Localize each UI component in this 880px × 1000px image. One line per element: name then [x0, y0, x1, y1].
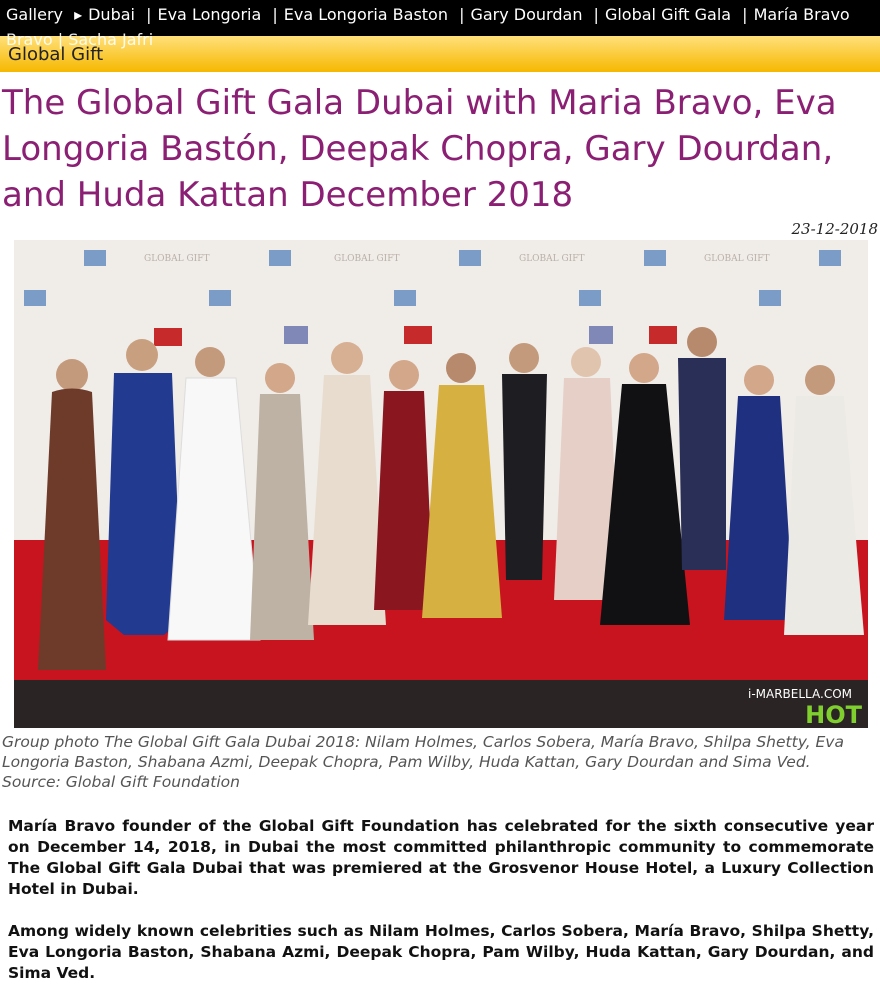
article-paragraph-1: María Bravo founder of the Global Gift Foundation has celebrated for the sixth consecutive year on December 14, 2018, in Dubai the most committed philanthropic community to commemorate The Global Gift Gala Dubai that was premiered at the Grosvenor House Hotel, a Luxury Collection Hotel in Dubai.	[8, 817, 874, 898]
tag-link-eva-longoria[interactable]: Eva Longoria	[157, 5, 262, 24]
article-title: The Global Gift Gala Dubai with Maria Bravo, Eva Longoria Bastón, Deepak Chopra, Gary Dourdan, and Huda Kattan December 2018	[2, 83, 837, 215]
tag-separator: |	[57, 30, 64, 49]
tag-separator: |	[146, 5, 152, 24]
tag-link-dubai[interactable]: Dubai	[88, 5, 135, 24]
watermark-hot: HOT	[805, 701, 862, 728]
tag-link-maria-bravo[interactable]: María Bravo	[753, 5, 850, 24]
tag-link-global-gift-gala[interactable]: Global Gift Gala	[604, 5, 732, 24]
photo-illustration	[14, 240, 868, 728]
category-label[interactable]: Global Gift	[8, 44, 104, 65]
tag-separator: |	[272, 5, 278, 24]
tag-separator: |	[742, 5, 748, 24]
backdrop-text: GLOBAL GIFT	[519, 254, 585, 264]
tag-link-eva-longoria-baston[interactable]: Eva Longoria Baston	[283, 5, 448, 24]
tag-nav-line	[0, 6, 850, 23]
tag-link-gary-dourdan[interactable]: Gary Dourdan	[470, 5, 583, 24]
article-paragraph-2: Among widely known celebrities such as Nilam Holmes, Carlos Sobera, María Bravo, Shilpa Shetty, Eva Longoria Baston, Shabana Azmi, Deepak Chopra, Pam Wilby, Huda Kattan, Gary Dourdan, and Sima Ved.	[8, 922, 874, 982]
watermark-text: i-MARBELLA.COM	[747, 687, 852, 701]
article-date: 23-12-2018	[791, 220, 878, 238]
backdrop-text: GLOBAL GIFT	[704, 254, 770, 264]
tag-separator: |	[593, 5, 599, 24]
gallery-link[interactable]: Gallery	[6, 5, 63, 24]
backdrop-text: GLOBAL GIFT	[334, 254, 400, 264]
breadcrumb-arrow-icon: ▸	[74, 5, 83, 24]
backdrop-text: GLOBAL GIFT	[144, 254, 210, 264]
tag-overflow-text: Bravo | Sacha Jafri	[6, 30, 154, 49]
category-bar	[0, 30, 880, 72]
photo-caption: Group photo The Global Gift Gala Dubai 2018: Nilam Holmes, Carlos Sobera, María Bravo, Shilpa Shetty, Eva Longoria Baston, Shabana Azmi, Deepak Chopra, Pam Wilby, Huda Kattan, Gary Dourdan and Sima Ved. Source: Global Gift Foundation	[2, 733, 844, 791]
tag-separator: |	[459, 5, 465, 24]
gala-group-photo	[14, 240, 868, 728]
tag-link-sacha-jafri[interactable]: Sacha Jafri	[68, 30, 154, 49]
